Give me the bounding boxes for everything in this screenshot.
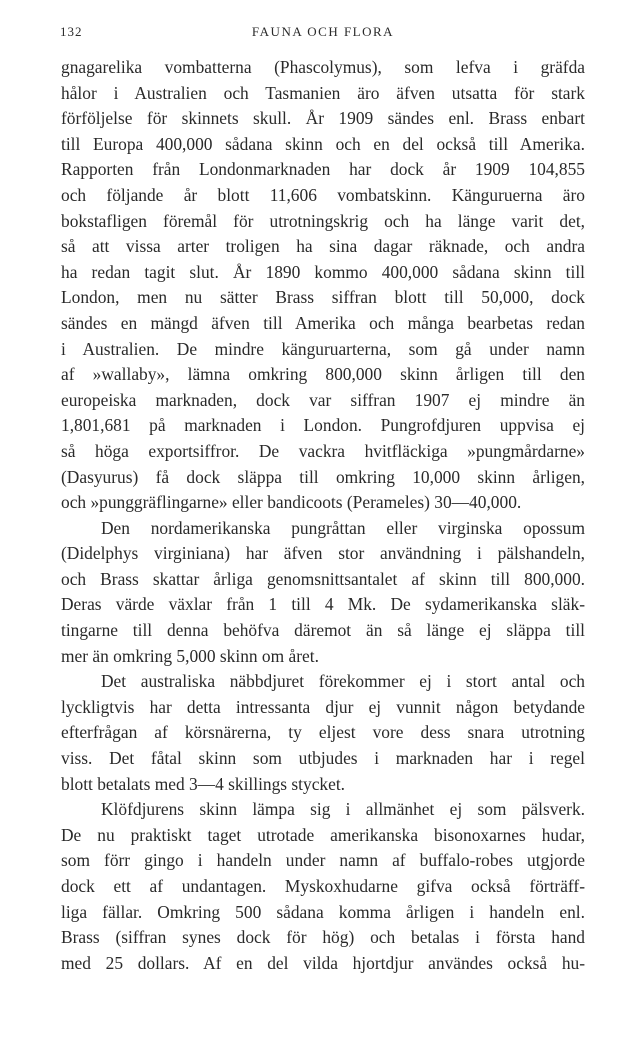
text-line: bokstafligen föremål för utrotningskrig och ha länge varit det, — [61, 210, 585, 231]
text-line: som förr gingo i handeln under namn af buffalo-robes utgjorde — [61, 850, 585, 871]
text-line: dock ett af undantagen. Myskoxhudarne gifva också förträff- — [61, 876, 585, 896]
text-line: gnagarelika vombatterna (Phascolymus), som lefva i gräfda — [61, 57, 585, 77]
text-line: Rapporten från Londonmarknaden har dock år 1909 104,855 — [61, 159, 585, 180]
text-line: liga fällar. Omkring 500 sådana komma årligen i handeln enl. — [61, 901, 585, 922]
text-line: förföljelse för skinnets skull. År 1909 sändes enl. Brass enbart — [61, 108, 585, 129]
text-line: (Dasyurus) få dock släppa till omkring 10,000 skinn årligen, — [61, 466, 585, 487]
text-line: Klöfdjurens skinn lämpa sig i allmänhet ej som pälsverk. — [101, 799, 585, 820]
text-line: tingarne till denna behöfva däremot än så länge ej släppa till — [61, 620, 585, 641]
text-line: blott betalats med 3—4 skillings stycket. — [61, 773, 346, 794]
text-line: så höga exportsiffror. De vackra hvitfläckiga »pungmårdarne» — [61, 440, 585, 461]
text-line: Deras värde växlar från 1 till 4 Mk. De sydamerikanska släk- — [61, 594, 585, 615]
text-line: i Australien. De mindre känguruarterna, som gå under namn — [61, 338, 585, 359]
text-line: sändes en mängd äfven till Amerika och många bearbetas redan — [61, 312, 585, 333]
text-line: De nu praktiskt taget utrotade amerikanska bisonoxarnes hudar, — [61, 824, 585, 845]
text-line: efterfrågan af körsnärerna, ty eljest vore dess snara utrotning — [61, 722, 585, 743]
text-line: ha redan tagit slut. År 1890 kommo 400,000 sådana skinn till — [61, 261, 585, 282]
text-line: (Didelphys virginiana) har äfven stor användning i pälshandeln, — [61, 543, 585, 564]
text-line: London, men nu sätter Brass siffran blott till 50,000, dock — [61, 287, 585, 308]
text-line: och »punggräflingarne» eller bandicoots (Perameles) 30—40,000. — [61, 492, 522, 513]
text-line: med 25 dollars. Af en del vilda hjortdjur användes också hu- — [61, 952, 585, 973]
text-line: Det australiska näbbdjuret förekommer ej i stort antal och — [101, 671, 585, 692]
text-line: och Brass skattar årliga genomsnittsantalet af skinn till 800,000. — [61, 568, 585, 589]
text-line: så att vissa arter troligen ha sina dagar räknade, och andra — [61, 236, 585, 257]
text-line: och följande år blott 11,606 vombatskinn. Känguruerna äro — [61, 184, 585, 205]
text-line: 1,801,681 på marknaden i London. Pungrofdjuren uppvisa ej — [61, 415, 585, 436]
text-line: af »wallaby», lämna omkring 800,000 skinn årligen till den — [61, 364, 585, 385]
text-line: till Europa 400,000 sådana skinn och en del också till Amerika. — [61, 133, 585, 154]
text-line: Den nordamerikanska pungråttan eller virginska opossum — [101, 517, 585, 538]
text-line: hålor i Australien och Tasmanien äro äfven utsatta för stark — [61, 82, 585, 103]
page-number: 132 — [60, 24, 83, 39]
page-header — [60, 24, 586, 44]
text-line: Brass (siffran synes dock för hög) och betalas i första hand — [61, 927, 585, 948]
text-line: mer än omkring 5,000 skinn om året. — [61, 645, 319, 666]
text-line: viss. Det fåtal skinn som utbjudes i marknaden har i regel — [61, 748, 585, 769]
running-title: FAUNA OCH FLORA — [251, 24, 395, 39]
body-text — [61, 55, 585, 976]
text-line: lyckligtvis har detta intressanta djur ej vunnit någon betydande — [61, 696, 585, 717]
text-line: europeiska marknaden, dock var siffran 1907 ej mindre än — [61, 389, 585, 410]
